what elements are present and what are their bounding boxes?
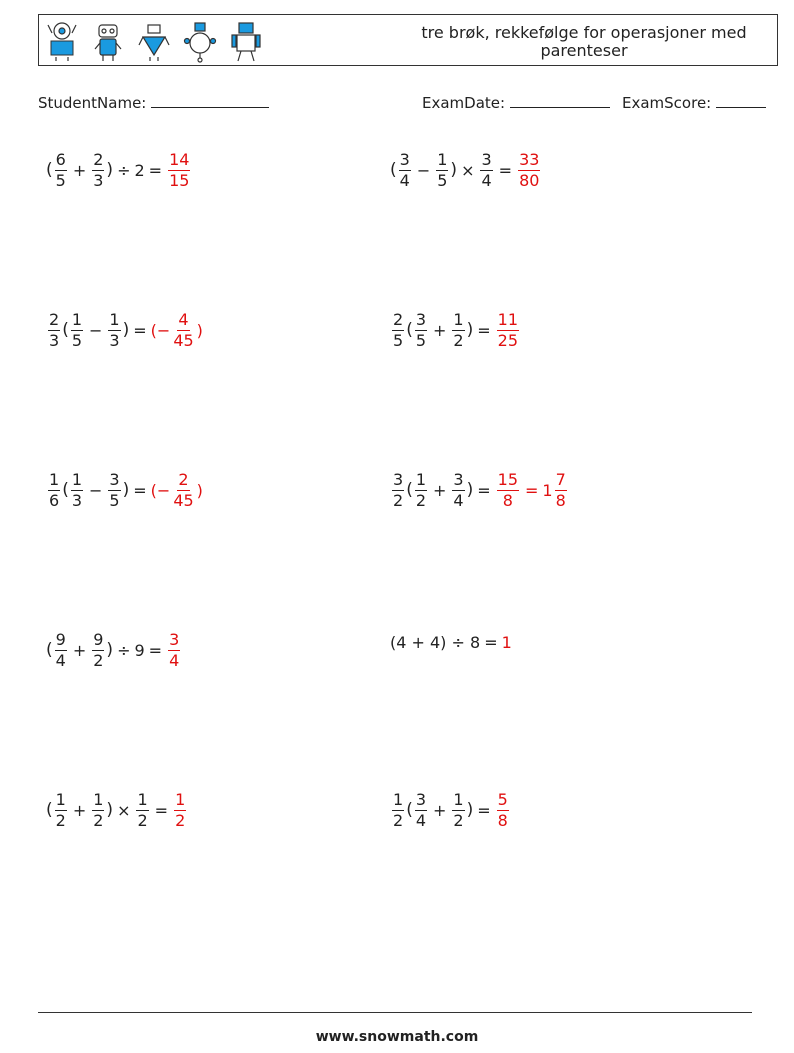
fraction xyxy=(108,310,120,351)
fraction xyxy=(55,790,67,831)
math-token: = xyxy=(133,320,147,340)
math-token: 5 xyxy=(437,170,448,190)
math-token: 80 xyxy=(519,170,540,190)
fraction xyxy=(399,150,411,191)
math-token: 5 xyxy=(109,490,120,510)
answer xyxy=(151,470,203,511)
math-token: ) xyxy=(466,800,474,820)
math-token: ( xyxy=(62,320,69,340)
math-token: 1 xyxy=(137,789,148,809)
math-token: 3 xyxy=(71,490,83,510)
fraction xyxy=(518,150,540,191)
math-token: 1 xyxy=(71,309,83,329)
student-name-blank[interactable] xyxy=(151,93,269,108)
fraction xyxy=(71,310,83,351)
math-token: 5 xyxy=(497,789,508,809)
answer xyxy=(495,790,511,831)
fraction xyxy=(48,310,60,351)
math-token: = xyxy=(484,632,498,652)
problem-3 xyxy=(46,305,203,355)
math-token: − xyxy=(89,320,103,340)
math-token: 2 xyxy=(93,650,104,670)
math-token: ( xyxy=(390,160,397,180)
math-token: 1 xyxy=(393,789,404,809)
math-token: 6 xyxy=(55,149,66,169)
math-token: 45 xyxy=(173,330,194,350)
fraction xyxy=(415,310,427,351)
math-token: (− xyxy=(150,320,171,340)
math-token: ) xyxy=(122,320,130,340)
answer xyxy=(166,630,182,671)
math-token: ÷ xyxy=(117,160,131,180)
footer-url[interactable]: www.snowmath.com xyxy=(315,1029,479,1045)
math-token: + xyxy=(72,640,87,660)
answer xyxy=(495,470,569,511)
fraction xyxy=(92,790,104,831)
student-name-field[interactable] xyxy=(38,93,269,112)
math-token: 33 xyxy=(519,149,540,169)
math-token: 4 xyxy=(178,309,189,329)
math-token: 5 xyxy=(55,170,66,190)
math-token: ( xyxy=(406,480,413,500)
math-token: 2 xyxy=(137,810,148,830)
math-token: 6 xyxy=(49,490,60,510)
math-token: 1 xyxy=(55,789,66,809)
math-token: 5 xyxy=(71,330,83,350)
math-token: 3 xyxy=(415,309,427,329)
math-token: 3 xyxy=(93,170,104,190)
math-token: 9 xyxy=(93,629,104,649)
math-token: + xyxy=(72,800,87,820)
math-token: 4 xyxy=(169,650,180,670)
math-token: = xyxy=(477,800,491,820)
math-token: 11 xyxy=(497,309,519,329)
math-token: + xyxy=(72,160,87,180)
fraction xyxy=(415,790,427,831)
robot-2-icon xyxy=(90,19,126,63)
math-token: = xyxy=(477,320,491,340)
exam-score-label: ExamScore: xyxy=(622,94,712,112)
fraction xyxy=(555,470,567,511)
math-token: 8 xyxy=(555,490,566,510)
fraction xyxy=(136,790,148,831)
fraction xyxy=(108,470,120,511)
robot-4-icon xyxy=(182,19,218,63)
math-token: 1 xyxy=(437,149,448,169)
math-token: − xyxy=(416,160,431,180)
footer-divider xyxy=(38,1012,752,1013)
math-token: 2 xyxy=(55,810,66,830)
exam-date-label: ExamDate: xyxy=(422,94,506,112)
math-token: 2 xyxy=(393,309,404,329)
fraction xyxy=(55,150,67,191)
math-token: 2 xyxy=(93,149,104,169)
math-token: 8 xyxy=(502,490,513,510)
fraction xyxy=(48,470,60,511)
math-token: 1 xyxy=(415,469,427,489)
math-token: 4 xyxy=(399,170,410,190)
math-token: 14 xyxy=(169,149,190,169)
problem-6 xyxy=(390,465,569,515)
math-token: 2 xyxy=(415,490,427,510)
math-token: 2 xyxy=(134,160,145,180)
math-token: 3 xyxy=(481,149,492,169)
header-box xyxy=(38,14,778,66)
fraction xyxy=(392,310,404,351)
math-token: 2 xyxy=(175,810,186,830)
math-token: 5 xyxy=(415,330,427,350)
math-token: + xyxy=(433,800,447,820)
math-token: × xyxy=(461,160,475,180)
math-token: 3 xyxy=(49,330,60,350)
math-token: 45 xyxy=(173,490,194,510)
student-name-label: StudentName: xyxy=(38,94,147,112)
exam-score-field[interactable] xyxy=(622,93,766,112)
problem-8 xyxy=(390,617,512,667)
math-token: ) xyxy=(106,160,114,180)
problem-4 xyxy=(390,305,521,355)
fraction xyxy=(172,310,194,351)
exam-score-blank[interactable] xyxy=(716,93,766,108)
math-token: 9 xyxy=(134,640,145,660)
robot-3-icon xyxy=(136,19,172,63)
math-token: 8 xyxy=(497,810,508,830)
fraction xyxy=(92,150,104,191)
math-token: (− xyxy=(150,480,171,500)
answer xyxy=(516,150,542,191)
exam-date-field[interactable] xyxy=(422,93,610,112)
math-token: 1 xyxy=(109,309,120,329)
fraction xyxy=(415,470,427,511)
math-token: ( xyxy=(406,320,413,340)
math-token: 1 xyxy=(93,789,104,809)
problem-7 xyxy=(46,625,182,675)
answer xyxy=(172,790,188,831)
math-token: 2 xyxy=(453,810,464,830)
problem-10 xyxy=(390,785,511,835)
answer xyxy=(166,150,192,191)
worksheet-title: tre brøk, rekkefølge for operasjoner med parenteser xyxy=(421,23,747,60)
answer xyxy=(495,310,521,351)
fraction xyxy=(172,470,194,511)
math-token: 4 xyxy=(415,810,427,830)
math-token: 3 xyxy=(109,469,120,489)
fraction xyxy=(392,470,404,511)
math-token: 3 xyxy=(109,330,120,350)
math-token: 1 xyxy=(71,469,83,489)
math-token: 2 xyxy=(49,309,60,329)
math-token: 3 xyxy=(393,469,404,489)
math-token: ) xyxy=(466,320,474,340)
math-token: × xyxy=(117,800,131,820)
math-token: 1 xyxy=(453,309,464,329)
math-token: 25 xyxy=(497,330,519,350)
fraction xyxy=(480,150,492,191)
math-token: 5 xyxy=(393,330,404,350)
math-token: ) xyxy=(196,320,203,340)
math-token: = xyxy=(498,160,513,180)
problem-1 xyxy=(46,145,192,195)
fraction xyxy=(174,790,186,831)
fraction xyxy=(55,630,67,671)
fraction xyxy=(168,150,190,191)
math-token: ) xyxy=(106,640,114,660)
fraction xyxy=(392,790,404,831)
math-token: = xyxy=(525,480,539,500)
math-token: 1 xyxy=(49,469,60,489)
problem-2 xyxy=(390,145,542,195)
fraction xyxy=(497,790,509,831)
math-token: 9 xyxy=(55,629,66,649)
math-token: 1 xyxy=(175,789,186,809)
math-token: 4 xyxy=(453,490,464,510)
math-token: 3 xyxy=(169,629,180,649)
math-token: + xyxy=(433,480,447,500)
math-token: 4 xyxy=(55,650,66,670)
math-token: = xyxy=(477,480,491,500)
fraction xyxy=(452,310,464,351)
math-token: ( xyxy=(406,800,413,820)
math-token: 15 xyxy=(497,469,519,489)
math-token: 3 xyxy=(415,789,427,809)
fraction xyxy=(92,630,104,671)
math-token: ) xyxy=(196,480,203,500)
math-token: − xyxy=(89,480,103,500)
answer xyxy=(151,310,203,351)
math-token: = xyxy=(148,640,163,660)
fraction xyxy=(436,150,448,191)
math-token: 3 xyxy=(453,469,464,489)
problem-9 xyxy=(46,785,188,835)
math-token: 1 xyxy=(453,789,464,809)
math-token: (4 + 4) ÷ 8 xyxy=(390,632,481,652)
robot-5-icon xyxy=(228,19,264,63)
robot-1-icon xyxy=(44,19,80,63)
fraction xyxy=(452,470,464,511)
math-token: ) xyxy=(466,480,474,500)
math-token: ( xyxy=(46,800,53,820)
math-token: ) xyxy=(122,480,130,500)
math-token: ) xyxy=(106,800,114,820)
exam-date-blank[interactable] xyxy=(510,93,610,108)
answer: 1 xyxy=(501,632,512,652)
fraction xyxy=(497,310,519,351)
math-token: 2 xyxy=(93,810,104,830)
problem-5 xyxy=(46,465,203,515)
fraction xyxy=(71,470,83,511)
math-token: ( xyxy=(62,480,69,500)
robot-icons xyxy=(44,19,264,63)
math-token: 2 xyxy=(393,810,404,830)
math-token: 15 xyxy=(169,170,190,190)
math-token: 1 xyxy=(542,480,553,500)
math-token: + xyxy=(433,320,447,340)
math-token: = xyxy=(133,480,147,500)
math-token: 3 xyxy=(399,149,410,169)
math-token: 2 xyxy=(393,490,404,510)
fraction xyxy=(497,470,519,511)
math-token: 4 xyxy=(481,170,492,190)
math-token: 2 xyxy=(178,469,189,489)
fraction xyxy=(452,790,464,831)
math-token: ( xyxy=(46,160,53,180)
math-token: = xyxy=(154,800,169,820)
math-token: ( xyxy=(46,640,53,660)
fraction xyxy=(168,630,180,671)
math-token: ) xyxy=(450,160,458,180)
math-token: 7 xyxy=(555,469,566,489)
math-token: 2 xyxy=(453,330,464,350)
math-token: ÷ xyxy=(117,640,131,660)
math-token: = xyxy=(148,160,163,180)
